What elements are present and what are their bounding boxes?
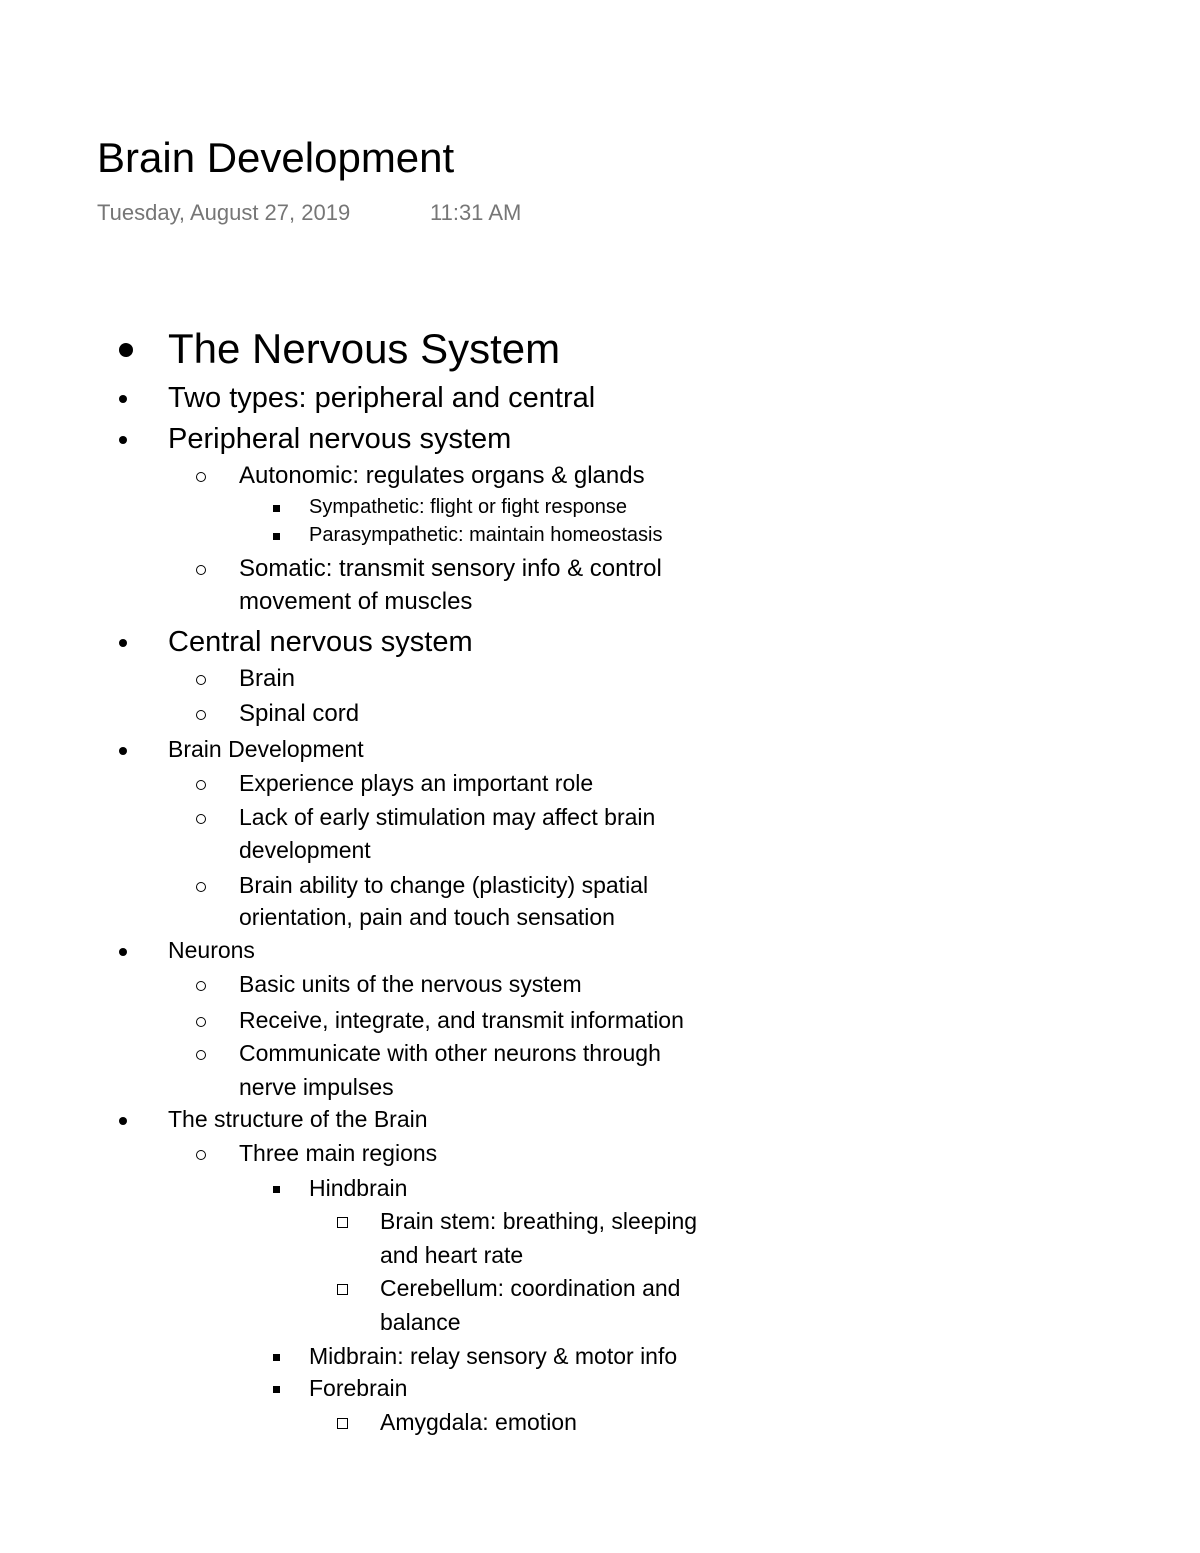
outline-item-central-nervous-system: Central nervous system	[168, 626, 473, 658]
outline-item-peripheral-nervous-system: Peripheral nervous system	[168, 423, 512, 455]
outline-item-nerve-impulses: nerve impulses	[239, 1074, 394, 1100]
outline-item-receive-integrate-and-transmit-informati: Receive, integrate, and transmit information	[239, 1007, 684, 1033]
page-title: Brain Development	[97, 134, 455, 181]
outline-item-the-nervous-system: The Nervous System	[168, 325, 561, 372]
outline-item-balance: balance	[380, 1309, 461, 1335]
outline-item-parasympathetic-maintain-homeostasis: Parasympathetic: maintain homeostasis	[309, 524, 663, 546]
bullet-square-icon	[273, 1186, 280, 1193]
bullet-square-icon	[273, 505, 280, 512]
outline-item-experience-plays-an-important-role: Experience plays an important role	[239, 770, 594, 796]
bullet-dot-icon	[119, 747, 127, 755]
outline-item-the-structure-of-the-brain: The structure of the Brain	[168, 1106, 428, 1132]
outline-item-neurons: Neurons	[168, 937, 255, 963]
bullet-dot-icon	[119, 436, 127, 444]
bullet-circle-icon	[196, 675, 206, 685]
outline-item-orientation-pain-and-touch-sensation: orientation, pain and touch sensation	[239, 904, 615, 930]
outline-item-spinal-cord: Spinal cord	[239, 700, 360, 727]
outline-item-communicate-with-other-neurons-through: Communicate with other neurons through	[239, 1040, 661, 1066]
bullet-hollow-square-icon	[337, 1284, 348, 1295]
outline-item-three-main-regions: Three main regions	[239, 1140, 438, 1166]
outline-item-basic-units-of-the-nervous-system: Basic units of the nervous system	[239, 971, 582, 997]
bullet-square-icon	[273, 1386, 280, 1393]
bullet-hollow-square-icon	[337, 1217, 348, 1228]
outline-item-autonomic-regulates-organs-glands: Autonomic: regulates organs & glands	[239, 462, 645, 489]
outline-item-forebrain: Forebrain	[309, 1375, 408, 1401]
note-date: Tuesday, August 27, 2019	[97, 200, 351, 225]
bullet-circle-icon	[196, 882, 206, 892]
outline-item-lack-of-early-stimulation-may-affect-bra: Lack of early stimulation may affect brain	[239, 804, 656, 830]
bullet-circle-icon	[196, 1150, 206, 1160]
bullet-square-icon	[273, 533, 280, 540]
outline-item-sympathetic-flight-or-fight-response: Sympathetic: flight or fight response	[309, 496, 627, 518]
outline-item-cerebellum-coordination-and: Cerebellum: coordination and	[380, 1275, 681, 1301]
bullet-circle-icon	[196, 710, 206, 720]
bullet-circle-icon	[196, 1050, 206, 1060]
outline-item-movement-of-muscles: movement of muscles	[239, 588, 473, 615]
bullet-circle-icon	[196, 472, 206, 482]
outline-item-brain-stem-breathing-sleeping: Brain stem: breathing, sleeping	[380, 1208, 698, 1234]
bullet-dot-icon	[119, 395, 127, 403]
bullet-circle-icon	[196, 814, 206, 824]
bullet-circle-icon	[196, 981, 206, 991]
bullet-circle-icon	[196, 1017, 206, 1027]
outline-item-brain: Brain	[239, 665, 296, 692]
bullet-circle-icon	[196, 565, 206, 575]
bullet-hollow-square-icon	[337, 1418, 348, 1429]
bullet-dot-icon	[119, 1117, 127, 1125]
outline-item-and-heart-rate: and heart rate	[380, 1242, 524, 1268]
outline-item-two-types-peripheral-and-central: Two types: peripheral and central	[168, 382, 596, 414]
bullet-circle-icon	[196, 780, 206, 790]
bullet-dot-icon	[119, 343, 133, 357]
bullet-square-icon	[273, 1354, 280, 1361]
outline-item-brain-development: Brain Development	[168, 736, 364, 762]
outline-item-somatic-transmit-sensory-info-control: Somatic: transmit sensory info & control	[239, 555, 662, 582]
outline-item-development: development	[239, 837, 371, 863]
bullet-dot-icon	[119, 639, 127, 647]
outline-item-brain-ability-to-change-plasticity-spati: Brain ability to change (plasticity) spatial	[239, 872, 649, 898]
outline-item-hindbrain: Hindbrain	[309, 1175, 408, 1201]
outline-item-midbrain-relay-sensory-motor-info: Midbrain: relay sensory & motor info	[309, 1343, 678, 1369]
note-time: 11:31 AM	[430, 200, 522, 225]
outline-item-amygdala-emotion: Amygdala: emotion	[380, 1409, 577, 1435]
bullet-dot-icon	[119, 948, 127, 956]
